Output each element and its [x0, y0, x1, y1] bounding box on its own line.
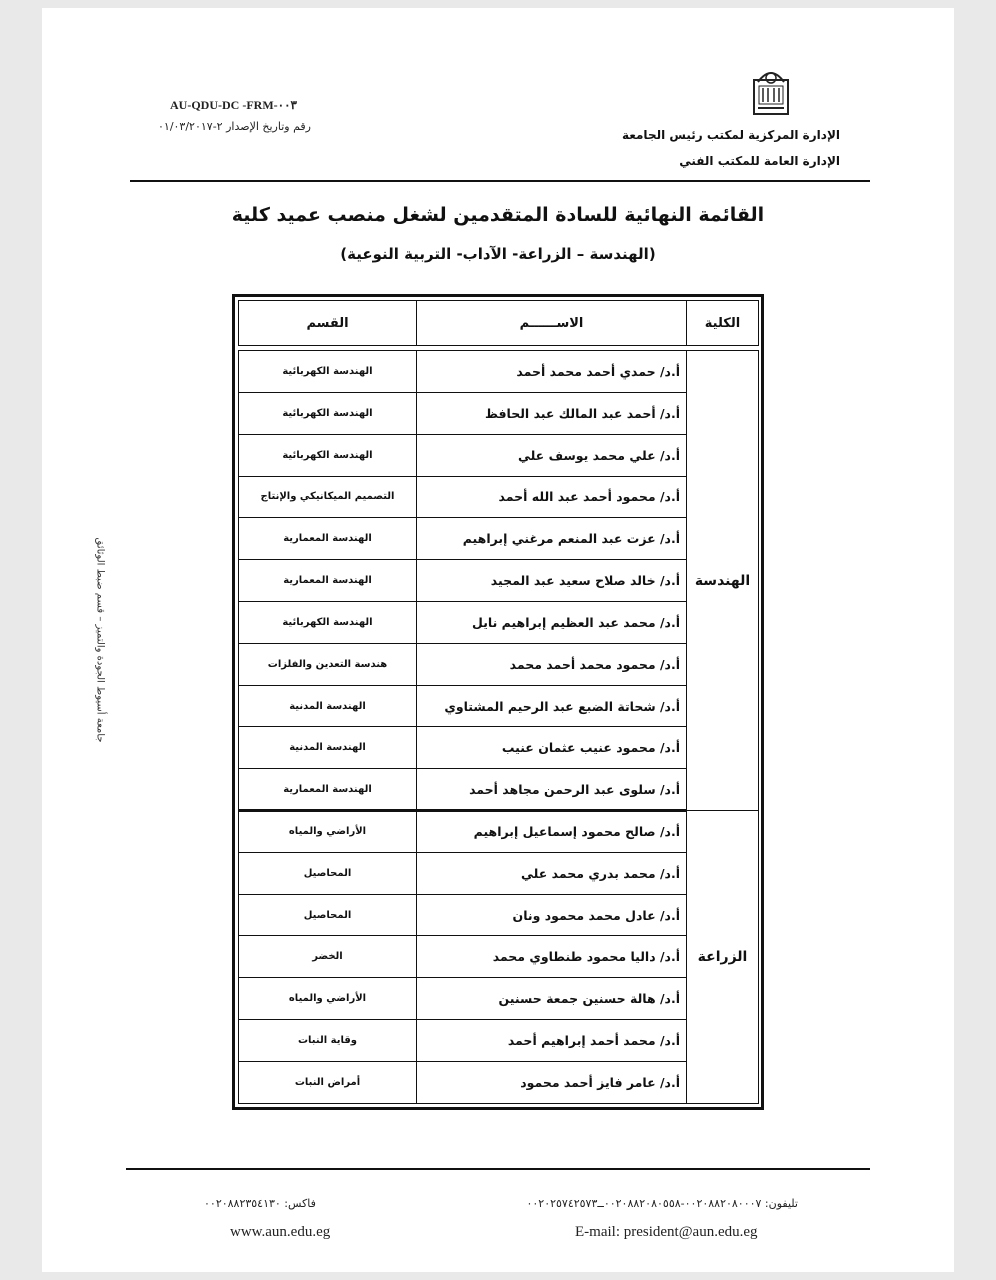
table-row	[239, 476, 759, 518]
candidate-dept: الهندسة المعمارية	[239, 518, 417, 560]
candidate-dept: وقاية النبات	[239, 1020, 417, 1062]
candidate-dept: المحاصيل	[239, 894, 417, 936]
candidate-dept: الخضر	[239, 936, 417, 978]
candidate-dept: الهندسة المدنية	[239, 727, 417, 769]
candidate-name: أ.د/ شحاتة الضبع عبد الرحيم المشتاوي	[417, 685, 687, 727]
candidate-name: أ.د/ محمد بدري محمد علي	[417, 852, 687, 894]
candidate-name: أ.د/ أحمد عبد المالك عبد الحافظ	[417, 392, 687, 434]
candidate-dept: التصميم الميكانيكي والإنتاج	[239, 476, 417, 518]
candidate-name: أ.د/ محمد أحمد إبراهيم أحمد	[417, 1020, 687, 1062]
table-row	[239, 894, 759, 936]
faculty-engineering: الهندسة	[687, 351, 759, 811]
table-row	[239, 936, 759, 978]
footer-email-link[interactable]: E-mail: president@aun.edu.eg	[575, 1224, 758, 1240]
candidate-dept: الهندسة الكهربائية	[239, 392, 417, 434]
table-row	[239, 601, 759, 643]
footer-divider	[126, 1168, 870, 1170]
candidate-dept: الهندسة الكهربائية	[239, 351, 417, 393]
footer-website-link[interactable]: www.aun.edu.eg	[230, 1224, 331, 1240]
table-row	[239, 560, 759, 602]
candidate-dept: المحاصيل	[239, 852, 417, 894]
table-row	[239, 434, 759, 476]
document-subtitle: (الهندسة – الزراعة- الآداب- التربية النوعية)	[340, 245, 656, 263]
candidate-name: أ.د/ خالد صلاح سعيد عبد المجيد	[417, 560, 687, 602]
table-row	[239, 685, 759, 727]
candidate-dept: الأراضي والمياه	[239, 978, 417, 1020]
candidate-name: أ.د/ محمود محمد أحمد محمد	[417, 643, 687, 685]
header-name: الاســــــم	[417, 301, 687, 346]
candidate-name: أ.د/ هالة حسنين جمعة حسنين	[417, 978, 687, 1020]
table-row	[239, 852, 759, 894]
table-row	[239, 811, 759, 853]
candidate-name: أ.د/ محمد عبد العظيم إبراهيم نايل	[417, 601, 687, 643]
header-divider	[130, 180, 870, 182]
candidate-name: أ.د/ حمدي أحمد محمد أحمد	[417, 351, 687, 393]
side-note	[90, 537, 110, 743]
table-row	[239, 518, 759, 560]
candidate-dept: الهندسة الكهربائية	[239, 434, 417, 476]
candidate-name: أ.د/ سلوى عبد الرحمن مجاهد أحمد	[417, 769, 687, 811]
candidate-name: أ.د/ عزت عبد المنعم مرغني إبراهيم	[417, 518, 687, 560]
university-seal-icon	[752, 66, 790, 116]
candidate-name: أ.د/ صالح محمود إسماعيل إبراهيم	[417, 811, 687, 853]
candidate-dept: الهندسة المعمارية	[239, 769, 417, 811]
header-faculty: الكلية	[687, 301, 759, 346]
candidate-name: أ.د/ محمود أحمد عبد الله أحمد	[417, 476, 687, 518]
candidate-dept: هندسة التعدين والفلزات	[239, 643, 417, 685]
candidate-name: أ.د/ داليا محمود طنطاوي محمد	[417, 936, 687, 978]
candidate-name: أ.د/ علي محمد يوسف علي	[417, 434, 687, 476]
org-line-1: الإدارة المركزية لمكتب رئيس الجامعة	[621, 128, 840, 142]
table-row	[239, 643, 759, 685]
candidate-name: أ.د/ عادل محمد محمود ونان	[417, 894, 687, 936]
candidate-dept: الهندسة الكهربائية	[239, 601, 417, 643]
candidates-table	[232, 294, 764, 1110]
table-row	[239, 769, 759, 811]
table-row	[239, 978, 759, 1020]
form-code: AU-QDU-DC -FRM-٠٠٣	[170, 98, 297, 112]
faculty-agriculture: الزراعة	[687, 811, 759, 1104]
table-row	[239, 727, 759, 769]
document-title: القائمة النهائية للسادة المتقدمين لشغل منصب عميد كلية	[231, 204, 765, 226]
candidate-name: أ.د/ محمود عنيب عثمان عنيب	[417, 727, 687, 769]
org-line-2: الإدارة العامة للمكتب الفني	[679, 154, 840, 168]
table-row	[239, 351, 759, 393]
candidate-dept: الهندسة المعمارية	[239, 560, 417, 602]
candidate-dept: أمراض النبات	[239, 1061, 417, 1103]
candidate-dept: الهندسة المدنية	[239, 685, 417, 727]
table-row	[239, 1061, 759, 1103]
header-dept: القسم	[239, 301, 417, 346]
table-row	[239, 1020, 759, 1062]
issue-date: رقم وتاريخ الإصدار ٢-٠١/٠٣/٢٠١٧	[158, 120, 311, 133]
side-note-text: جامعة أسيوط الجودة والتميز – قسم ضبط الوثائق	[94, 537, 106, 743]
table-row	[239, 392, 759, 434]
candidate-dept: الأراضي والمياه	[239, 811, 417, 853]
footer-phone: تليفون: ٠٠٢٠٨٨٢٠٨٠٠٠٧-٠٠٢٠٨٨٢٠٨٠٥٥٨ــ٠٠٢٠٢٥٧٤٢٥٧٣	[526, 1197, 798, 1210]
candidate-name: أ.د/ عامر فايز أحمد محمود	[417, 1061, 687, 1103]
footer-fax: فاكس: ٠٠٢٠٨٨٢٣٥٤١٣٠	[204, 1197, 316, 1210]
